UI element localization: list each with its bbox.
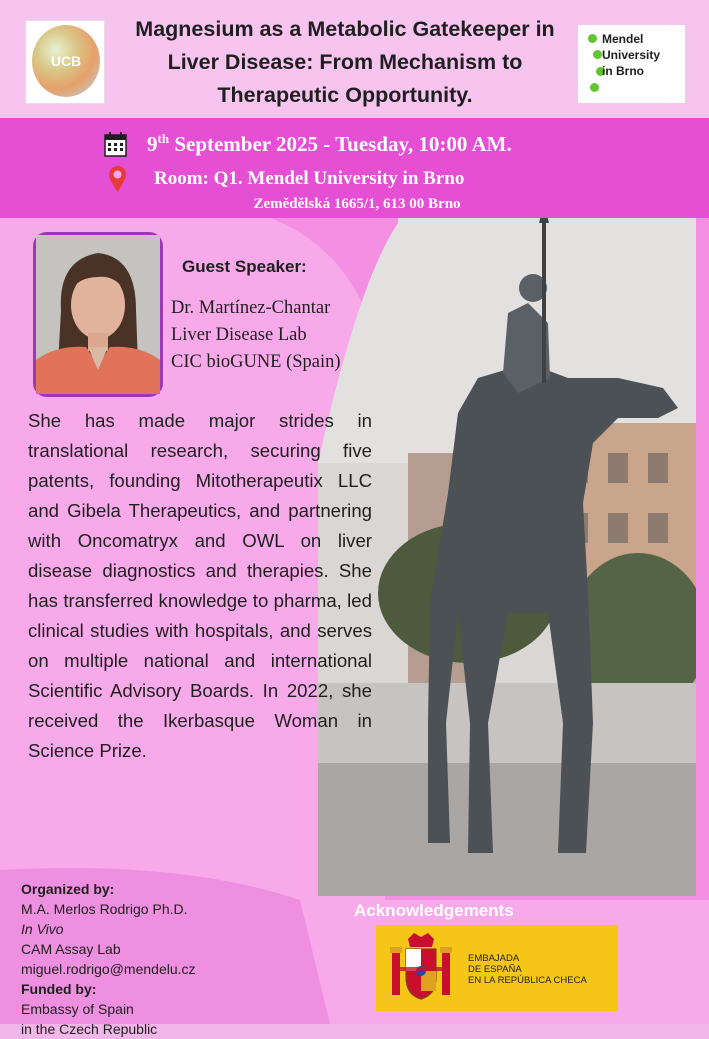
event-room bbox=[108, 165, 464, 193]
speaker-bio: She has made major strides in translational research, securing five patents, founding Mitotherapeutix LLC and Gibela Therapeutics, and partnering with Oncomatryx and OWL on liver disease diagnostics and therapies. She has transferred knowledge to pharma, led clinical studies with hospitals, and serves on multiple national and international Scientific Advisory Boards. In 2022, she received the Ikerbasque Woman in Science Prize. bbox=[28, 410, 372, 761]
calendar-icon bbox=[104, 132, 127, 157]
room-text: Room: Q1. Mendel University in Brno bbox=[154, 168, 465, 189]
date-day: 9 bbox=[147, 132, 158, 156]
statue-photo bbox=[318, 163, 696, 896]
organizer-lab-italic: In Vivo bbox=[21, 921, 64, 937]
event-date bbox=[104, 130, 512, 158]
address-text: Zemědělská 1665/1, 613 00 Brno bbox=[253, 196, 461, 212]
embassy-of-spain-logo bbox=[376, 925, 618, 1011]
date-rest: September 2025 - Tuesday, 10:00 AM. bbox=[169, 132, 512, 156]
date-suffix: th bbox=[157, 131, 170, 146]
speaker-name: Dr. Martínez-Chantar bbox=[171, 298, 331, 318]
funded-label: Funded by: bbox=[21, 981, 97, 997]
speaker-institution: CIC bioGUNE (Spain) bbox=[171, 352, 341, 372]
organizer-lab bbox=[21, 919, 281, 959]
organizer-email[interactable]: miguel.rodrigo@mendelu.cz bbox=[21, 961, 196, 977]
funded-line-1: Embassy of Spain bbox=[21, 1001, 134, 1017]
poster-title: Magnesium as a Metabolic Gatekeeper in Liver Disease: From Mechanism to Therapeutic Opportunity. bbox=[135, 17, 555, 107]
speaker-photo-frame bbox=[33, 232, 163, 397]
event-info-band bbox=[0, 118, 709, 218]
funded-by bbox=[21, 979, 281, 1019]
ucb-logo-text: UCB bbox=[50, 53, 82, 69]
embassy-line: DE ESPAÑA bbox=[468, 964, 522, 975]
logo-dot bbox=[593, 50, 602, 59]
logo-dot bbox=[588, 34, 597, 43]
embassy-line: EN LA REPÚBLICA CHECA bbox=[468, 975, 587, 986]
logo-dot bbox=[590, 83, 599, 92]
mendel-logo-line: in Brno bbox=[602, 64, 644, 78]
organizer-lab-rest: CAM Assay Lab bbox=[21, 941, 121, 957]
embassy-line: EMBAJADA bbox=[468, 953, 520, 964]
location-pin-icon bbox=[108, 165, 127, 193]
spanish-coat-of-arms-icon bbox=[388, 933, 454, 1005]
mendel-university-logo bbox=[578, 25, 685, 103]
acknowledgements-title: Acknowledgements bbox=[354, 901, 514, 920]
ucb-logo-emblem bbox=[32, 25, 100, 97]
header bbox=[0, 0, 709, 118]
organizer-block bbox=[21, 879, 281, 1039]
funded-line-2: in the Czech Republic bbox=[21, 1021, 158, 1037]
organizer-label: Organized by: bbox=[21, 881, 115, 897]
speaker-info bbox=[171, 295, 341, 376]
ucb-logo bbox=[25, 20, 105, 104]
organizer-name: M.A. Merlos Rodrigo Ph.D. bbox=[21, 901, 188, 917]
mendel-logo-line: Mendel bbox=[602, 32, 644, 46]
embassy-text bbox=[468, 953, 587, 986]
mendel-logo-line: University bbox=[602, 48, 661, 62]
guest-speaker-label: Guest Speaker: bbox=[182, 257, 307, 276]
speaker-lab: Liver Disease Lab bbox=[171, 325, 307, 345]
mendel-logo-text bbox=[602, 31, 660, 79]
date-text bbox=[147, 131, 512, 157]
speaker-portrait bbox=[36, 235, 160, 394]
